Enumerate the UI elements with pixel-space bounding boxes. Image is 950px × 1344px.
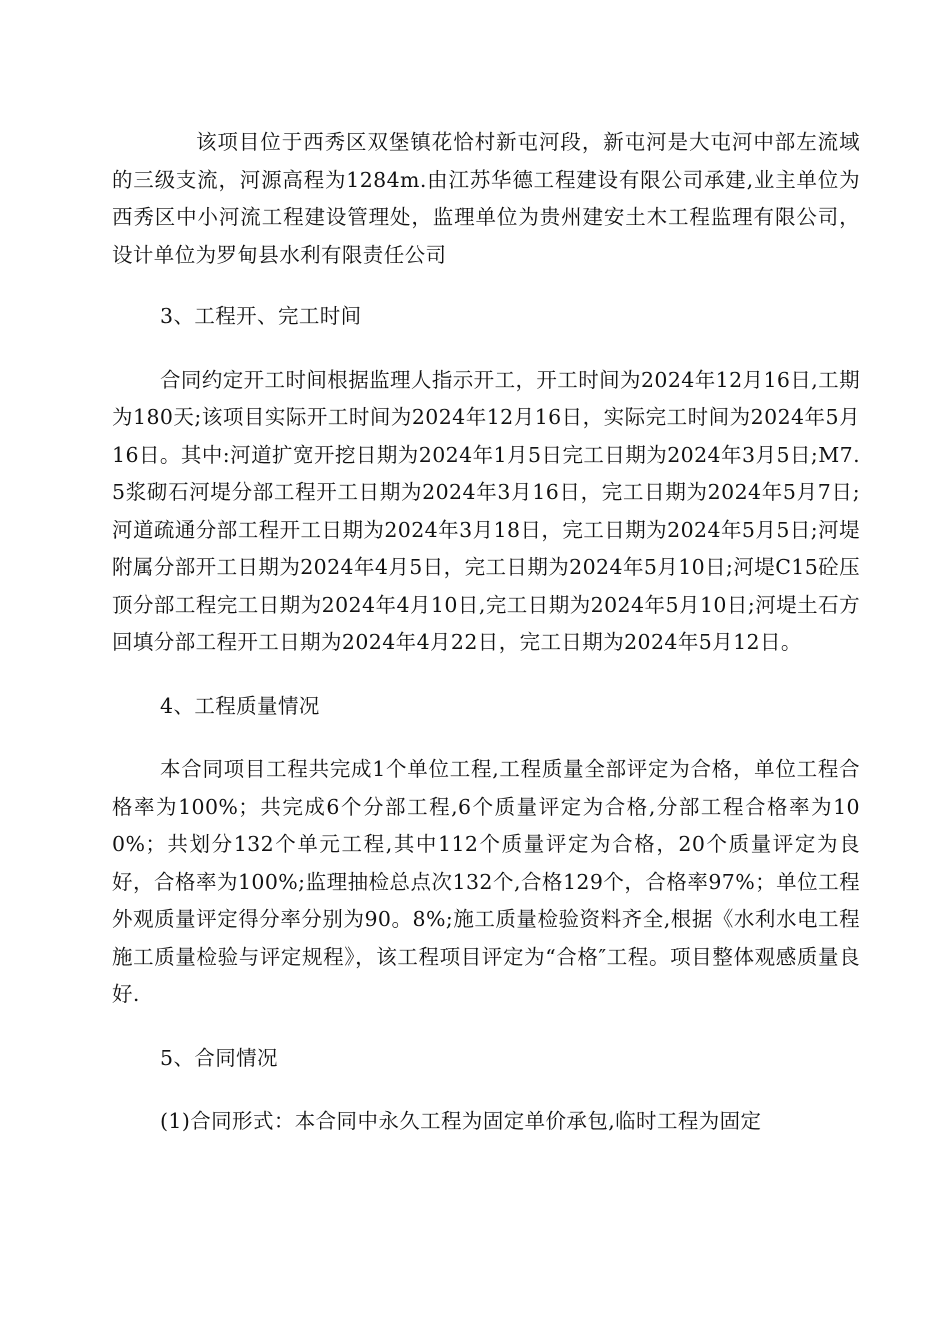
paragraph-schedule: 合同约定开工时间根据监理人指示开工，开工时间为2024年12月16日,工期为180天;该项目实际开工时间为2024年12月16日，实际完工时间为2024年5月16日。其中:河道扩宽开挖日期为2024年1月5日完工日期为2024年3月5日;M7.5浆砌石河堤分部工程开工日期为2024年3月16日，完工日期为2024年5月7日;河道疏通分部工程开工日期为2024年3月18日，完工日期为2024年5月5日;河堤附属分部开工日期为2024年4月5日，完工日期为2024年5月10日;河堤C15砼压顶分部工程完工日期为2024年4月10日,完工日期为2024年5月10日;河堤土石方回填分部工程开工日期为2024年4月22日，完工日期为2024年5月12日。	[112, 367, 860, 654]
paragraph-project-location: 该项目位于西秀区双堡镇花恰村新屯河段，新屯河是大屯河中部左流域的三级支流，河源高程为1284m.由江苏华德工程建设有限公司承建,业主单位为西秀区中小河流工程建设管理处，监理单位为贵州建安土木工程监理有限公司，设计单位为罗甸县水利有限责任公司	[112, 130, 860, 267]
paragraph-contract-form: (1)合同形式：本合同中永久工程为固定单价承包,临时工程为固定	[160, 1109, 762, 1133]
document-page	[112, 124, 860, 1141]
section-heading-schedule: 3、工程开、完工时间	[160, 304, 362, 328]
section-heading-contract: 5、合同情况	[160, 1045, 278, 1070]
paragraph-quality: 本合同项目工程共完成1个单位工程,工程质量全部评定为合格，单位工程合格率为100%；共完成6个分部工程,6个质量评定为合格,分部工程合格率为100%；共划分132个单元工程,其中112个质量评定为合格，20个质量评定为良好，合格率为100%;监理抽检总点次132个,合格129个，合格率97%；单位工程外观质量评定得分率分别为90。8%;施工质量检验资料齐全,根据《水利水电工程施工质量检验与评定规程》，该工程项目评定为“合格″工程。项目整体观感质量良好.	[112, 757, 860, 1006]
section-heading-quality: 4、工程质量情况	[160, 693, 320, 718]
